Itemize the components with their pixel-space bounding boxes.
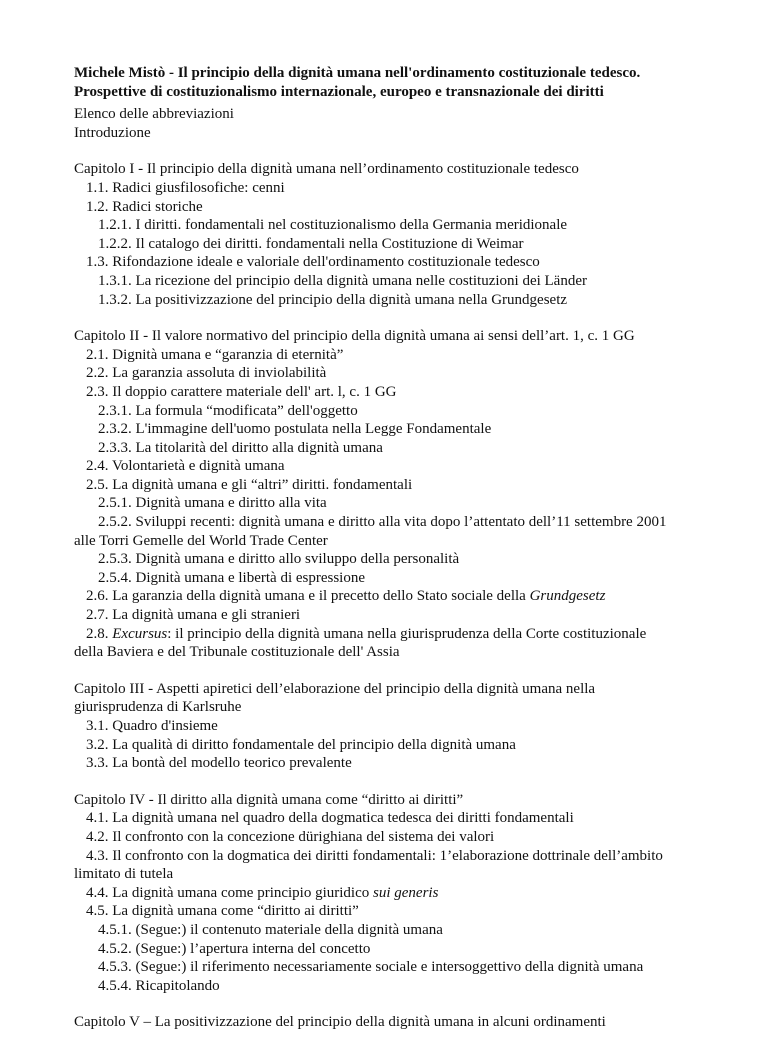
toc-entry-text: 4.4. La dignità umana come principio giuridico — [86, 884, 370, 901]
toc-entry-continuation: alle Torri Gemelle del World Trade Center — [74, 532, 328, 549]
chapter-heading: Capitolo II - Il valore normativo del principio della dignità umana ai sensi dell’art. 1, c. 1 GG — [74, 328, 635, 345]
toc-entry-text: : il principio della dignità umana nella giurisprudenza della Corte costituzionale — [167, 625, 647, 642]
toc-entry-text: 2.6. La garanzia della dignità umana e il precetto dello Stato sociale della — [86, 588, 526, 605]
toc-entry: 1.2. Radici storiche — [86, 198, 203, 215]
toc-entry: 2.1. Dignità umana e “garanzia di eternità” — [86, 346, 344, 363]
toc-entry: 1.3.2. La positivizzazione del principio della dignità umana nella Grundgesetz — [98, 291, 568, 308]
chapter-heading: Capitolo III - Aspetti apiretici dell’elaborazione del principio della dignità umana nella — [74, 680, 596, 697]
toc-entry: 1.3. Rifondazione ideale e valoriale dell'ordinamento costituzionale tedesco — [86, 254, 540, 271]
toc-entry: 4.5. La dignità umana come “diritto ai diritti” — [86, 903, 359, 920]
toc-entry: 2.5. La dignità umana e gli “altri” diritti. fondamentali — [86, 476, 413, 493]
toc-entry-continuation: limitato di tutela — [74, 866, 174, 883]
toc-entry: 4.3. Il confronto con la dogmatica dei diritti fondamentali: 1’elaborazione dottrinale dell’ambito — [86, 847, 663, 864]
toc-entry: 2.2. La garanzia assoluta di inviolabilità — [86, 365, 327, 382]
toc-entry: 2.7. La dignità umana e gli stranieri — [86, 607, 301, 624]
toc-entry: 2.3. Il doppio carattere materiale dell' art. l, c. 1 GG — [86, 383, 397, 400]
toc-entry: 3.3. La bontà del modello teorico prevalente — [86, 755, 352, 772]
toc-entry: 4.5.4. Ricapitolando — [98, 977, 220, 994]
front-matter — [74, 105, 714, 142]
toc-entry: 1.3.1. La ricezione del principio della dignità umana nelle costituzioni dei Länder — [98, 272, 587, 289]
chapter-1 — [74, 160, 714, 309]
toc-entry: 4.5.3. (Segue:) il riferimento necessariamente sociale e intersoggettivo della dignità umana — [98, 959, 644, 976]
toc-entry: 2.3.2. L'immagine dell'uomo postulata nella Legge Fondamentale — [98, 421, 492, 438]
toc-entry: 4.5.1. (Segue:) il contenuto materiale della dignità umana — [98, 921, 443, 938]
document-page — [74, 64, 714, 1050]
toc-entry: 2.4. Volontarietà e dignità umana — [86, 458, 285, 475]
toc-entry: 3.1. Quadro d'insieme — [86, 718, 218, 734]
toc-entry: 4.2. Il confronto con la concezione dürighiana del sistema dei valori — [86, 828, 495, 845]
toc-entry: 4.1. La dignità umana nel quadro della dogmatica tedesca dei diritti fondamentali — [86, 810, 574, 827]
toc-entry — [74, 625, 714, 644]
chapter-3 — [74, 680, 714, 773]
chapter-4 — [74, 791, 714, 996]
toc-entry: 1.2.2. Il catalogo dei diritti. fondamentali nella Costituzione di Weimar — [98, 235, 524, 252]
toc-entry-introduzione: Introduzione — [74, 124, 151, 141]
chapter-heading-continuation: giurisprudenza di Karlsruhe — [74, 699, 242, 716]
toc-entry-continuation: della Baviera e del Tribunale costituzionale dell' Assia — [74, 644, 400, 661]
chapter-heading: Capitolo I - Il principio della dignità umana nell’ordinamento costituzionale tedesco — [74, 161, 579, 178]
toc-entry: 2.3.3. La titolarità del diritto alla dignità umana — [98, 439, 383, 456]
toc-entry-italic: sui generis — [373, 884, 439, 901]
toc-entry — [74, 884, 714, 903]
toc-entry-italic: Grundgesetz — [529, 588, 606, 605]
toc-entry: 1.2.1. I diritti. fondamentali nel costituzionalismo della Germania meridionale — [98, 217, 568, 234]
title-line: Prospettive di costituzionalismo internazionale, europeo e transnazionale dei diritti — [74, 83, 604, 100]
toc-entry-abbreviazioni: Elenco delle abbreviazioni — [74, 106, 234, 123]
toc-entry: 4.5.2. (Segue:) l’apertura interna del concetto — [98, 940, 371, 957]
toc-entry: 3.2. La qualità di diritto fondamentale del principio della dignità umana — [86, 736, 516, 753]
chapter-heading: Capitolo V – La positivizzazione del principio della dignità umana in alcuni ordinamenti — [74, 1014, 606, 1031]
toc-entry: 2.5.1. Dignità umana e diritto alla vita — [98, 495, 327, 512]
chapter-5 — [74, 1013, 714, 1032]
toc-entry: 1.1. Radici giusfilosofiche: cenni — [86, 179, 285, 196]
document-title — [74, 64, 714, 101]
toc-entry — [74, 587, 714, 606]
chapter-2 — [74, 327, 714, 662]
toc-entry-italic: Excursus — [112, 625, 168, 642]
title-line: Michele Mistò - Il principio della dignità umana nell'ordinamento costituzionale tedesco. — [74, 65, 641, 81]
toc-entry: 2.5.4. Dignità umana e libertà di espressione — [98, 569, 366, 586]
toc-entry-number: 2.8. — [86, 625, 109, 642]
toc-entry: 2.5.2. Sviluppi recenti: dignità umana e diritto alla vita dopo l’attentato dell’11 settembre 2001 — [98, 514, 667, 531]
toc-entry: 2.3.1. La formula “modificata” dell'oggetto — [98, 402, 358, 419]
toc-entry: 2.5.3. Dignità umana e diritto allo sviluppo della personalità — [98, 551, 460, 568]
chapter-heading: Capitolo IV - Il diritto alla dignità umana come “diritto ai diritti” — [74, 791, 464, 808]
